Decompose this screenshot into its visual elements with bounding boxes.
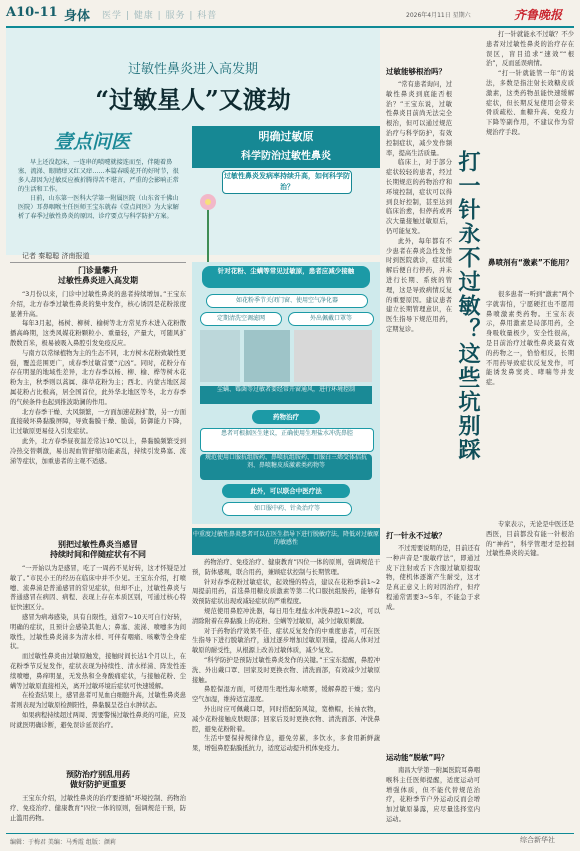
paragraph: “3月份以来，门诊中过敏性鼻炎的患者持续增加。”王宝东介绍，北方春季过敏性鼻炎的集中发作，核心诱因是花粉浓度显著升高。 [10, 291, 186, 318]
column-heading: 运动能“脱敏”吗？ [386, 753, 449, 762]
column-heading: 鼻喷剂有“激素”不能用？ [488, 258, 573, 267]
paragraph: 专家表示，无论是中医还是西医，目前都没有能一针根治的“神药”，科学管理才是控制过敏性鼻炎的关键。 [486, 521, 574, 558]
info-item: 如花粉季节关闭门窗、使用空气净化器 [206, 294, 368, 308]
info-panel [192, 262, 380, 524]
article-column-1c [10, 794, 186, 830]
qa-lead-paragraph: 日前，山东第一医科大学第一附属医院（山东省千佛山医院）耳鼻咽喉主任医师王宝东就春《壹点问医》为大家解析了春季过敏性鼻炎的原因、诊疗要点与科学防护方案。 [18, 195, 179, 220]
section-heading [10, 540, 186, 560]
paragraph: 对于药物治疗效果不佳、症状反复发作的中重度患者，可在医生指导下进行脱敏治疗，通过逐步增加过敏原剂量，提高人体对过敏原的耐受性，从根源上改善过敏体质，减少复发。 [192, 627, 380, 655]
info-title: 明确过敏原 [192, 126, 380, 148]
section-heading-text: 别把过敏性鼻炎当感冒 持续时间和伴随症状有不同 [50, 540, 146, 559]
column-b-top [486, 30, 574, 230]
info-question: 过敏性鼻炎发病率持续升高，如何科学防治？ [222, 170, 352, 194]
treat-heading: 药物治疗 [252, 410, 320, 424]
section-name: 身体 [64, 9, 91, 24]
section-heading [10, 770, 186, 790]
paragraph: 而过敏性鼻炎由过敏原触发，接触时间长达1个月以上，在花粉季节反复发作，症状表现为持续性、清水样涕、阵发性连续喷嚏，鼻痒明显，无发热和全身酸痛症状，与接触花粉、尘螨等过敏原直接相关，离开过敏环境后症状可快速缓解。 [10, 653, 186, 690]
column-heading: 打一针永不过敏？ [386, 531, 446, 540]
issue-date: 2026年4月11日 星期六 [406, 12, 471, 19]
section-heading-text: 门诊量攀升 过敏性鼻炎进入高发期 [58, 266, 138, 285]
paragraph: 不过需要说明的是，目前还有一种声音是“脱敏疗法”，即通过皮下注射或舌下含服过敏原提取物，使机体逐渐产生耐受，这才是真正意义上的对因治疗，但疗程通常需要3~5年，不能急于求成。 [386, 545, 480, 611]
bottom-info: 中重度过敏性鼻炎患者可以在医生指导下进行脱敏疗法，降低对过敏原的敏感性 [192, 528, 380, 555]
info-card-top [192, 126, 380, 276]
paragraph: 与南方以常绿植物为主的生态不同，北方树木花粉致敏性更强，覆盖范围更广，成春季过敏首要“元凶”。同时，花粉分布存在明显的地域性差异，北方春季以杨、柳、榆、桦等树木花粉为主，秋季则以蒿属、葎草花粉为主；西北、内蒙古地区蒿属花粉占比极高，居全国首位，此外华北地区等冬，北方春季的气候条件也起到推波助澜的作用。 [10, 349, 186, 406]
page-footer [6, 833, 574, 848]
section-heading-text: 预防治疗别乱用药 做好防护更重要 [66, 770, 130, 789]
hero-title: “过敏星人”又渡劫 [95, 85, 291, 114]
paragraph: 在检查结果上，感冒患者可见血白细胞升高，过敏性鼻炎患者则表现为过敏原检测阳性，鼻黏膜呈苍白水肿状态。 [10, 692, 186, 710]
paragraph: 南昌大学第一附属医院耳鼻咽喉科主任医师提醒，适度运动可增强体质，但不能代替规范治疗，花粉季节户外运动反而会增加过敏原暴露，应尽量选择室内运动。 [386, 767, 480, 823]
paragraph: 针对春季花粉过敏症状，起效慢的特点，建议在花粉季前1~2周提前用药，首选鼻用糖皮质激素等第二代口服抗组胺药，能够有效预防症状出现或减轻症状的严重程度。 [192, 578, 380, 606]
article-column-2 [192, 558, 380, 830]
info-item: 针对花粉、尘螨等常见过敏原，患者应减少接触 [202, 266, 370, 288]
column-c [486, 290, 574, 510]
feature-title: 打一针永不过敏？这些坑别踩 [455, 150, 481, 462]
hero-banner [6, 28, 380, 255]
paragraph: 鼻腔保湿方面，可使用生理性海水喷雾，缓解鼻腔干燥；室内空气加湿，维持适宜湿度。 [192, 686, 380, 704]
paragraph: 王宝东介绍，过敏性鼻炎的治疗要遵循“环境控制、药物治疗、免疫治疗、健康教育”四位一体的原则，强调规范干预，防止滥用药物。 [10, 795, 186, 822]
paragraph: 如果病程持续超过两周、需要警惕过敏性鼻炎的可能，应及时就医明确诊断，避免误诊延误治疗。 [10, 711, 186, 729]
paragraph: 此外，每年都有不少患者在鼻炎急性发作时到医院就诊，症状缓解后便自行停药，并未进行长期、系统的管理，这是导致病情反复的重要原因。建议患者建立长期管理意识，在医生指导下规范用药，定期复诊。 [386, 237, 452, 333]
qa-heading: 壹点问医 [54, 131, 131, 153]
paragraph: 药物治疗、免疫治疗、健康教育”四位一体的原则，强调规范干预，防体感观，联合用药，兼顾症状控制与长期管理。 [192, 559, 380, 576]
paragraph: “打一针就能管一年”的说法，多数是指注射长效糖皮质激素，这类药物虽能快速缓解症状，但长期反复使用会带来骨质疏松、血糖升高、免疫力下降等副作用，不建议作为常规治疗手段。 [486, 70, 574, 136]
paragraph: 此外，北方春季昼夜温差常达10℃以上，鼻黏膜频繁受到冷热交替刺激，易出现血管舒缩功能紊乱，持续引发鼻塞、流涕等症状，加重患者的主观不适感。 [10, 437, 186, 465]
article-column-1 [10, 290, 186, 532]
editor-credits: 编辑：于梅君 美编：马秀霞 组版：颜莉 [10, 839, 116, 846]
article-column-1b [10, 564, 186, 764]
qa-lead-paragraph: 早上还没起床，一连串的喷嚏就接连而至，伴随着鼻塞、流涕、眼睛痒又红又痒……本篇春暖花开的好时节，很多人却因为过敏反应被折腾得苦不堪言，严重的会影响正常的生活和工作。 [18, 159, 179, 193]
divider [10, 262, 186, 263]
column-d [386, 766, 480, 830]
paragraph: 每年3月起，杨树、柳树、榆树等北方常见乔木进入花粉散播高峰期，这类风媒花粉颗粒小、重量轻，产量大，可随风扩散数百米，极易被吸入鼻腔引发免疫反应。 [10, 320, 186, 347]
paragraph: 打一针就能永不过敏？不少患者对过敏性鼻炎的治疗存在误区，盲目追求“速效”“根治”，反而延误病情。 [486, 31, 574, 68]
page-number: A10-11 [6, 5, 58, 20]
section-heading [10, 266, 186, 286]
column-a [386, 80, 452, 520]
treat-text: 患者可根据医生建议，正确使用生理盐水冲洗鼻腔 [200, 428, 374, 452]
footer-logo: 综合新华社 [520, 836, 555, 844]
warn-heading: 此外，可以联合中医疗法 [222, 484, 350, 498]
column-b-bottom [386, 544, 480, 744]
warn-text: 如口服中药、针灸治疗等 [222, 502, 352, 516]
info-item: 尘螨、霉菌等过敏者要经常开窗通风，进行环境控制 [200, 386, 372, 404]
paragraph: “科学防护是预防过敏性鼻炎发作的关键。”王宝东提醒，鼻腔冲洗、外出戴口罩、回家及时更换衣物、清洗面部，有效减少过敏原接触。 [192, 656, 380, 684]
info-item: 定期清洗空调滤网 [200, 312, 282, 326]
flower-icon [196, 186, 220, 266]
paragraph: 北方春季干燥、大风频繁，一方面加速花粉扩散，另一方面直接破坏鼻黏膜屏障，导致黏膜干燥、脆弱，防御能力下降，让过敏原更易侵入引发症状。 [10, 408, 186, 436]
paragraph: “一开始以为是感冒，吃了一周药不见好转，这才怀疑是过敏了。”市民小王的经历在临床中并不少见。王宝东介绍，打喷嚏、流鼻涕是普通感冒的常见症状，但却不止，过敏性鼻炎与普通感冒在病因、病程、表现上存在本质区别，可通过核心特征快速区分。 [10, 565, 186, 612]
column-heading: 过敏能够根治吗？ [386, 67, 446, 76]
flower-illustration [196, 186, 220, 266]
hero-subtitle: 过敏性鼻炎进入高发期 [127, 62, 258, 77]
info-item: 外出佩戴口罩等 [288, 312, 374, 326]
paragraph: 外出时应可佩戴口罩，同时搭配防风镜，宽檐帽，长袖衣物，减少花粉接触皮肤眼部；回家后及时更换衣物、清洗面部、冲洗鼻腔，避免花粉附着。 [192, 705, 380, 733]
paragraph: “常有患者询问，过敏性鼻炎到底能否根治？”王宝东说，过敏性鼻炎目前尚无法完全根治，但可以通过规范治疗与科学防护，有效控制症状，减少发作频率，提高生活质量。 [386, 81, 452, 157]
qa-lead [18, 158, 184, 221]
section-tags: 医学 | 健康 | 服务 | 科普 [102, 11, 218, 21]
paragraph: 临床上，对于部分症状较轻的患者，经过长期规范的药物治疗和环境控制，症状可以得到良好控制，甚至达到临床治愈，但停药或再次大量接触过敏原后，仍可能复发。 [386, 159, 452, 235]
byline: 记者 秦聪聪 济南报道 [22, 252, 90, 260]
photo-air-purifier [200, 330, 240, 382]
paragraph: 规范使用鼻腔冲洗器，每日用生理盐水冲洗鼻腔1~2次，可以清除附着在鼻黏膜上的花粉、尘螨等过敏原，减少过敏原刺激。 [192, 607, 380, 625]
photo-window [244, 330, 290, 382]
paragraph: 生活中要保持规律作息，避免劳累，多饮水，多食用新鲜蔬果，增强鼻腔黏膜抵抗力，适度运动提升机体免疫力。 [192, 735, 380, 753]
photo-mask [294, 330, 372, 382]
treat-more: 规范使用口服抗组胺药、鼻喷抗组胺药、口服白三烯受体拮抗剂、鼻喷糖皮质激素类药物等 [200, 454, 372, 480]
paragraph: 感冒为病毒感染，具有自限性，通常7~10天可自行好转，明确的症状，且预计会感染其他人；鼻塞、流涕、喷嚏多为间歇性，过敏性鼻炎涕多为清水样、可伴有咽痛、咳嗽等全身症状。 [10, 613, 186, 651]
info-subtitle: 科学防治过敏性鼻炎 [192, 148, 380, 168]
page-header [6, 4, 574, 28]
column-c-bottom [486, 520, 574, 830]
newspaper-logo: 齐鲁晚报 [514, 8, 563, 22]
paragraph: 很多患者一听到“激素”两个字就害怕，宁愿硬扛也不愿用鼻喷激素类药物。王宝东表示，鼻用激素是局部用药，全身吸收量极少，安全性很高，是目前治疗过敏性鼻炎最有效的药物之一，恰恰相反，长期不用药导致症状反复发作，可能诱发鼻窦炎、哮喘等并发症。 [486, 291, 574, 387]
